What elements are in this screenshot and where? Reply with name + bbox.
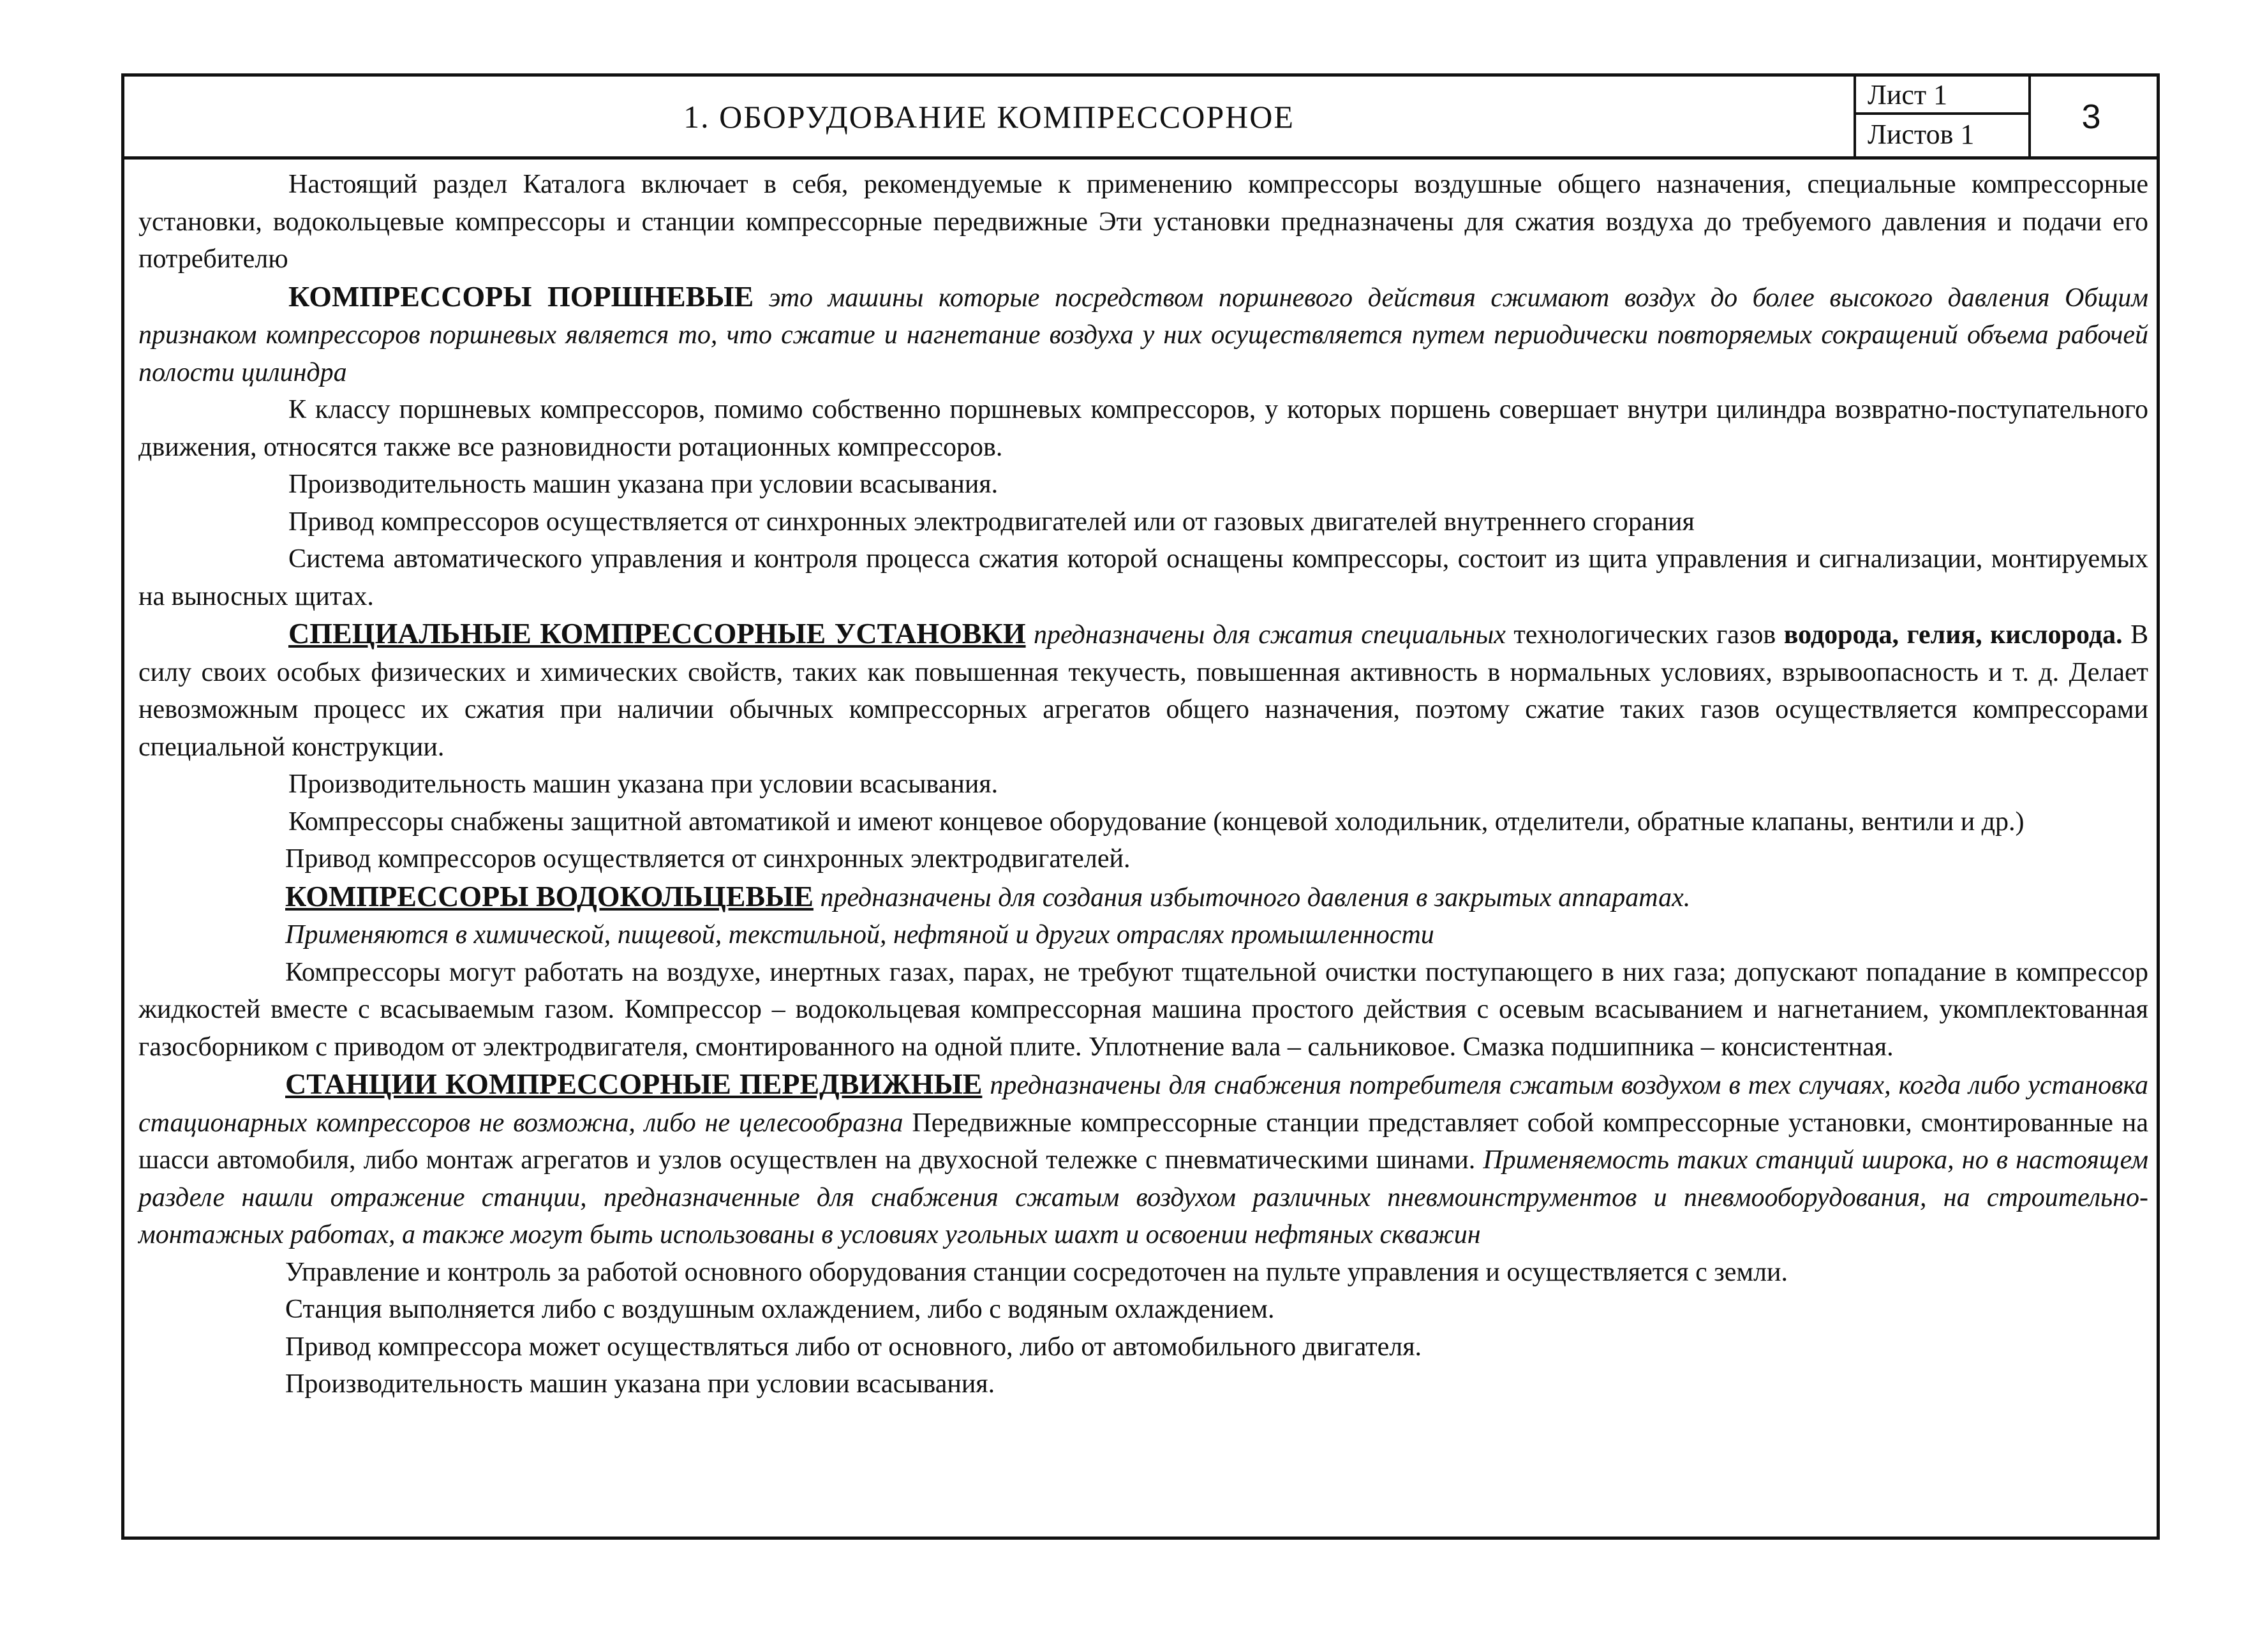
mobile-paragraph-3: Привод компрессора может осуществляться либо от основного, либо от автомобильного двигателя. — [285, 1332, 1422, 1362]
water-ring-paragraph-1: Компрессоры могут работать на воздухе, инертных газах, парах, не требуют тщательной очистки поступающего в них газа; допускают попадание в компрессор жидкостей вместе с всасываемым газом. Компрессор – водокольцевая компрессорная машина простого действия с осевым всасыванием и нагнетанием, укомплектованная газосборником с приводом от электродвигателя, смонтированного на одной плите. Уплотнение вала – сальниковое. Смазка подшипника – консистентная. — [138, 957, 2148, 1062]
water-ring-definition-paragraph — [138, 878, 2148, 917]
piston-paragraph-2: Производительность машин указана при условии всасывания. — [288, 470, 999, 499]
mobile-paragraph-4: Производительность машин указана при условии всасывания. — [285, 1369, 995, 1399]
mobile-definition: предназначены для снабжения потребителя сжатым воздухом в тех случаях, когда либо установка стационарных компрессоров не возможна, либо не целесообразна — [138, 1071, 2148, 1138]
special-paragraph-1: Производительность машин указана при условии всасывания. — [288, 770, 999, 799]
piston-paragraph-4: Система автоматического управления и контроля процесса сжатия которой оснащены компрессоры, состоит из щита управления и сигнализации, монтируемых на выносных щитах. — [138, 544, 2148, 611]
sheet-info — [1854, 77, 2031, 156]
page-number: 3 — [2081, 97, 2101, 136]
sheet-label: Лист 1 — [1856, 77, 2028, 115]
special-heading: СПЕЦИАЛЬНЫЕ КОМПРЕССОРНЫЕ УСТАНОВКИ — [288, 617, 1026, 650]
title-block — [124, 77, 2157, 160]
mobile-heading: СТАНЦИИ КОМПРЕССОРНЫЕ ПЕРЕДВИЖНЫЕ — [285, 1068, 983, 1100]
sheets-total-label: Листов 1 — [1868, 118, 1975, 150]
special-paragraph-2: Компрессоры снабжены защитной автоматикой и имеют концевое оборудование (концевой холодильник, отделители, обратные клапаны, вентили и др.) — [288, 807, 2025, 837]
piston-paragraph-1: К классу поршневых компрессоров, помимо собственно поршневых компрессоров, у которых поршень совершает внутри цилиндра возвратно-поступательного движения, относятся также все разновидности ротационных компрессоров. — [138, 395, 2148, 462]
special-definition-paragraph — [138, 615, 2148, 766]
special-definition: предназначены для сжатия специальных — [1034, 620, 1506, 650]
piston-paragraph-3: Привод компрессоров осуществляется от синхронных электродвигателей или от газовых двигателей внутреннего сгорания — [288, 507, 1695, 537]
special-text-a: технологических газов — [1513, 620, 1776, 650]
mobile-definition-paragraph — [138, 1066, 2148, 1254]
section-title: 1. ОБОРУДОВАНИЕ КОМПРЕССОРНОЕ — [683, 98, 1295, 135]
intro-paragraph: Настоящий раздел Каталога включает в себя, рекомендуемые к применению компрессоры воздушные общего назначения, специальные компрессорные установки, водокольцевые компрессоры и станции компрессорные передвижные Эти установки предназначены для сжатия воздуха до требуемого давления и подачи его потребителю — [138, 170, 2148, 274]
mobile-text-a: Передвижные компрессорные станции представляет собой компрессорные установки, смонтированные на шасси автомобиля, либо монтаж агрегатов и узлов осуществлен на двухосной тележке с пневматическими шинами. — [138, 1108, 2148, 1175]
piston-definition: это машины которые посредством поршневого действия сжимают воздух до более высокого давления Общим признаком компрессоров поршневых является то, что сжатие и нагнетание воздуха у них осуществляется путем периодически повторяемых сокращений объема рабочей полости цилиндра — [138, 283, 2149, 387]
water-ring-heading: КОМПРЕССОРЫ ВОДОКОЛЬЦЕВЫЕ — [285, 879, 814, 912]
mobile-paragraph-1: Управление и контроль за работой основного оборудования станции сосредоточен на пульте управления и осуществляется с земли. — [285, 1257, 1788, 1287]
water-ring-definition: предназначены для создания избыточного давления в закрытых аппаратах. — [820, 882, 1691, 912]
water-ring-application: Применяются в химической, пищевой, текстильной, нефтяной и других отраслях промышленности — [285, 920, 1434, 949]
piston-heading: КОМПРЕССОРЫ ПОРШНЕВЫЕ — [288, 279, 754, 313]
piston-definition-paragraph — [138, 278, 2148, 392]
special-text-b: В силу своих особых физических и химических свойств, таких как повышенная текучесть, повышенная активность в нормальных условиях, взрывоопасность и т. д. Делает невозможным процесс их сжатия при наличии обычных компрессорных агрегатов общего назначения, поэтому сжатие таких газов осуществляется компрессорами специальной конструкции. — [138, 620, 2149, 762]
document-frame — [121, 73, 2160, 1540]
mobile-paragraph-2: Станция выполняется либо с воздушным охлаждением, либо с водяным охлаждением. — [285, 1295, 1275, 1324]
document-body — [138, 166, 2148, 1403]
mobile-italic-b: Применяемость таких станций широка, но в настоящем разделе нашли отражение станции, предназначенные для снабжения сжатым воздухом различных пневмоинструментов и пневмооборудования, на строительно-монтажных работах, а также могут быть использованы в условиях угольных шахт и освоении нефтяных скважин — [138, 1145, 2149, 1249]
special-paragraph-3: Привод компрессоров осуществляется от синхронных электродвигателей. — [285, 844, 1131, 874]
special-gases: водорода, гелия, кислорода. — [1783, 620, 2123, 650]
water-ring-application-paragraph — [138, 916, 2148, 954]
